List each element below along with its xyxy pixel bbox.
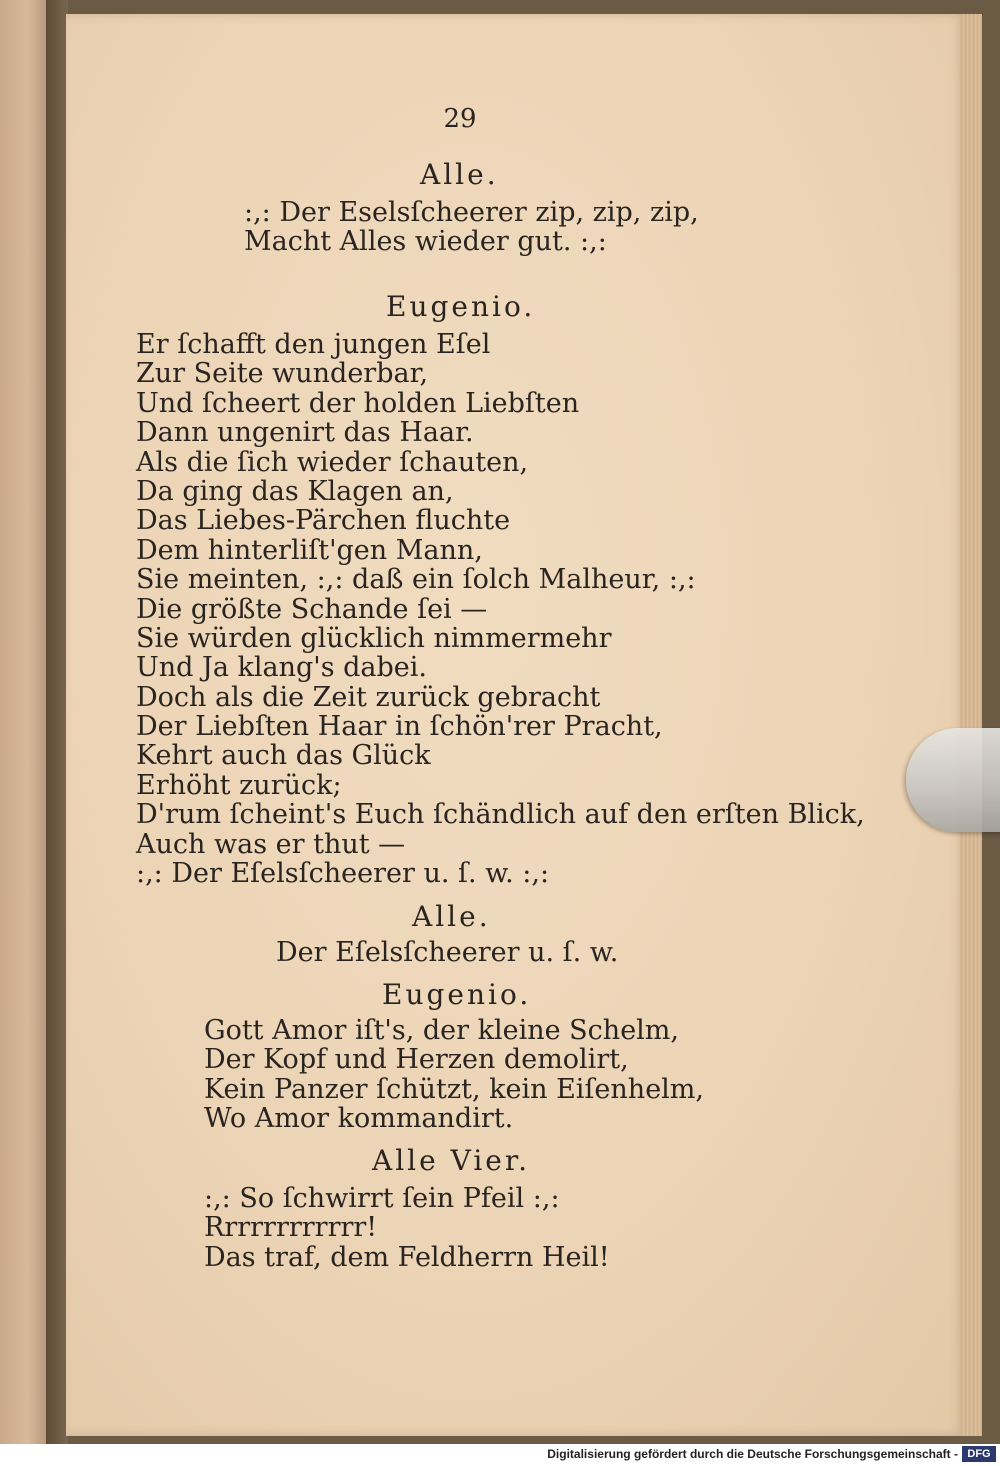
- verse-line: Sie meinten, :,: daß ein ſolch Malheur, :,:: [136, 564, 696, 596]
- verse-line: Erhöht zurück;: [136, 769, 342, 801]
- verse-line: Dem hinterliſt'gen Mann,: [136, 534, 483, 566]
- verse-eugenio-1: [136, 330, 865, 888]
- verse-eugenio-2: [204, 1016, 704, 1134]
- page-number: 29: [443, 104, 477, 134]
- verse-line: Da ging das Klagen an,: [136, 475, 454, 507]
- verse-alle-refrain: [244, 198, 699, 257]
- speaker-eugenio-2: Eugenio.: [382, 978, 532, 1011]
- verse-line: Er ſchafft den jungen Eſel: [136, 329, 491, 360]
- verse-line: Und ſcheert der holden Liebſten: [136, 387, 580, 419]
- verse-line: Zur Seite wunderbar,: [136, 358, 429, 390]
- dfg-logo: DFG: [962, 1446, 996, 1462]
- book-gutter: [46, 0, 68, 1444]
- verse-line: Und Ja klang's dabei.: [136, 652, 428, 684]
- verse-line: Auch was er thut —: [136, 828, 406, 860]
- verse-alle-2: [276, 938, 618, 967]
- verse-line: Wo Amor kommandirt.: [204, 1103, 514, 1135]
- verse-line: Der Kopf und Herzen demolirt,: [204, 1044, 629, 1076]
- verse-line: Kein Panzer ſchützt, kein Eiſenhelm,: [204, 1073, 704, 1105]
- verse-line: Doch als die Zeit zurück gebracht: [136, 681, 601, 713]
- verse-line: D'rum ſcheint's Euch ſchändlich auf den erſten Blick,: [136, 799, 865, 831]
- verse-line: Die größte Schande ſei —: [136, 593, 488, 625]
- verse-line: Gott Amor iſt's, der kleine Schelm,: [204, 1015, 679, 1046]
- verse-line: Dann ungenirt das Haar.: [136, 417, 474, 449]
- digitization-footer: [0, 1444, 1000, 1466]
- page-stack-edge: [960, 14, 982, 1436]
- verse-line: Der Liebſten Haar in ſchön'rer Pracht,: [136, 711, 663, 743]
- footer-credit: Digitalisierung gefördert durch die Deutsche Forschungsgemeinschaft -: [547, 1447, 958, 1461]
- verse-line: Das Liebes-Pärchen fluchte: [136, 505, 511, 537]
- verse-line: :,: Der Eſelsſcheerer u. ſ. w. :,:: [136, 858, 550, 890]
- bookmark-tab: [906, 728, 1000, 832]
- verse-line: Als die ſich wieder ſchauten,: [136, 446, 529, 478]
- verse-line: Das traf, dem Feldherrn Heil!: [204, 1241, 610, 1273]
- speaker-eugenio: Eugenio.: [386, 290, 536, 323]
- verse-line: :,: So ſchwirrt ſein Pfeil :,:: [204, 1183, 560, 1214]
- verse-line: Sie würden glücklich nimmermehr: [136, 622, 612, 654]
- verse-line: Rrrrrrrrrrrr!: [204, 1212, 378, 1244]
- verse-line: Kehrt auch das Glück: [136, 740, 431, 772]
- verse-alle-vier: [204, 1184, 610, 1272]
- speaker-alle-vier: Alle Vier.: [372, 1144, 531, 1177]
- verse-line: :,: Der Eselsſcheerer zip, zip, zip,: [244, 197, 699, 228]
- verse-line: Macht Alles wieder gut. :,:: [244, 226, 607, 258]
- speaker-alle-2: Alle.: [412, 900, 491, 933]
- verse-line: Der Eſelsſcheerer u. ſ. w.: [276, 937, 619, 968]
- left-page-edge: [0, 0, 46, 1444]
- speaker-alle: Alle.: [420, 158, 499, 191]
